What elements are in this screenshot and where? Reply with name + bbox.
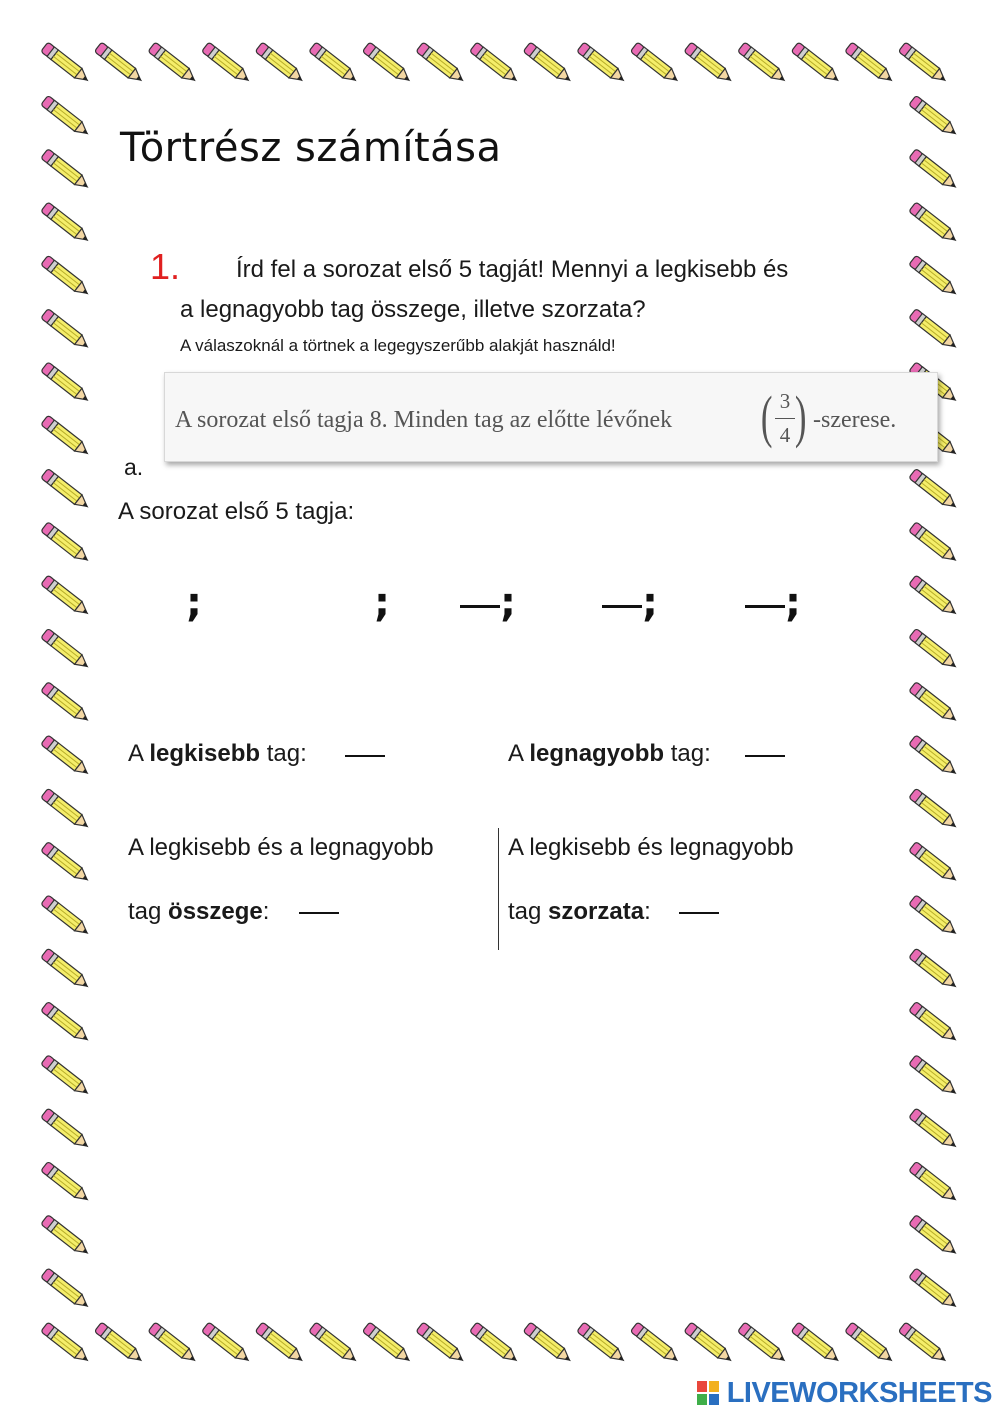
pencil-border-icon (845, 1322, 897, 1366)
pencil-border-icon (362, 42, 414, 86)
pencil-border-icon (41, 309, 93, 353)
column-divider (498, 828, 499, 950)
pencil-border-icon (523, 42, 575, 86)
fraction-numerator: 3 (779, 389, 791, 413)
pencil-border-icon (41, 95, 93, 139)
pencil-border-icon (41, 1268, 93, 1312)
largest-term-answer-line (745, 755, 785, 757)
term-separator-5: ; (785, 580, 801, 626)
pencil-border-icon (845, 42, 897, 86)
pencil-border-icon (41, 628, 93, 672)
terms-label: A sorozat első 5 tagja: (118, 498, 355, 525)
problem-suffix: -szerese. (813, 407, 897, 433)
pencil-border-icon (148, 42, 200, 86)
product-label-line-1: A legkisebb és legnagyobb (508, 834, 794, 861)
pencil-border-icon (909, 468, 961, 512)
pencil-border-icon (41, 1322, 93, 1366)
pencil-border-icon (909, 788, 961, 832)
pencil-border-icon (630, 1322, 682, 1366)
pencil-border-icon (41, 1108, 93, 1152)
right-paren-icon: ) (794, 384, 807, 449)
largest-term-label: A legnagyobb tag: (508, 740, 711, 767)
pencil-border-icon (41, 362, 93, 406)
pencil-border-icon (41, 682, 93, 726)
pencil-border-icon (94, 1322, 146, 1366)
question-number: 1. (150, 246, 181, 287)
pencil-border-icon (791, 1322, 843, 1366)
pencil-border-icon (909, 202, 961, 246)
pencil-border-icon (94, 42, 146, 86)
pencil-border-icon (255, 1322, 307, 1366)
term-5-fraction-bar (745, 605, 785, 608)
term-separator-2: ; (374, 580, 390, 626)
pencil-border-icon (577, 1322, 629, 1366)
pencil-border-icon (41, 522, 93, 566)
pencil-border-icon (470, 42, 522, 86)
problem-text: A sorozat első tagja 8. Minden tag az előtte lévőnek (175, 407, 673, 433)
sum-label-line-2: tag összege: (128, 898, 270, 925)
pencil-border-icon (41, 1055, 93, 1099)
problem-statement-image (164, 372, 938, 462)
pencil-border-icon (909, 842, 961, 886)
pencil-border-icon (909, 1108, 961, 1152)
pencil-border-icon (41, 788, 93, 832)
pencil-border-icon (255, 42, 307, 86)
pencil-border-icon (41, 735, 93, 779)
question-line-2: a legnagyobb tag összege, illetve szorzata? (180, 296, 646, 323)
fraction-denominator: 4 (779, 423, 791, 447)
term-3-fraction-bar (460, 605, 500, 608)
pencil-border-icon (577, 42, 629, 86)
term-separator-4: ; (642, 580, 658, 626)
pencil-border-icon (791, 42, 843, 86)
pencil-border-icon (470, 1322, 522, 1366)
page-title: Törtrész számítása (120, 125, 502, 171)
term-separator-1: ; (186, 580, 202, 626)
question-note: A válaszoknál a törtnek a legegyszerűbb alakját használd! (180, 336, 616, 355)
pencil-border-icon (202, 42, 254, 86)
pencil-border-icon (416, 42, 468, 86)
pencil-border-icon (909, 1001, 961, 1045)
pencil-border-icon (909, 948, 961, 992)
pencil-border-icon (41, 1215, 93, 1259)
pencil-border-icon (909, 682, 961, 726)
question-line-1: Írd fel a sorozat első 5 tagját! Mennyi a legkisebb és (236, 256, 789, 283)
pencil-border-icon (41, 415, 93, 459)
pencil-border-icon (630, 42, 682, 86)
pencil-border-icon (684, 42, 736, 86)
product-answer-line (679, 912, 719, 914)
pencil-border-icon (41, 1161, 93, 1205)
pencil-border-icon (362, 1322, 414, 1366)
term-4-fraction-bar (602, 605, 642, 608)
part-label: a. (124, 454, 144, 480)
pencil-border-icon (898, 42, 950, 86)
pencil-border-icon (309, 42, 361, 86)
sum-label-line-1: A legkisebb és a legnagyobb (128, 834, 434, 861)
pencil-border-icon (41, 42, 93, 86)
fraction (760, 384, 809, 451)
pencil-border-icon (41, 149, 93, 193)
pencil-border-icon (41, 842, 93, 886)
pencil-border-icon (41, 1001, 93, 1045)
smallest-term-answer-line (345, 755, 385, 757)
pencil-border-icon (416, 1322, 468, 1366)
pencil-border-icon (909, 255, 961, 299)
pencil-border-icon (684, 1322, 736, 1366)
pencil-border-icon (738, 42, 790, 86)
pencil-border-icon (41, 895, 93, 939)
pencil-border-icon (41, 468, 93, 512)
liveworksheets-logo-icon (697, 1381, 719, 1405)
smallest-term-label: A legkisebb tag: (128, 740, 307, 767)
pencil-border-icon (41, 202, 93, 246)
pencil-border-icon (909, 309, 961, 353)
fraction-bar (775, 418, 795, 419)
pencil-border-icon (898, 1322, 950, 1366)
pencil-border-icon (909, 735, 961, 779)
pencil-border-icon (148, 1322, 200, 1366)
pencil-border-icon (41, 948, 93, 992)
pencil-border-icon (909, 1055, 961, 1099)
pencil-border-icon (909, 95, 961, 139)
pencil-border-icon (41, 575, 93, 619)
pencil-border-icon (909, 575, 961, 619)
pencil-border-icon (738, 1322, 790, 1366)
term-separator-3: ; (500, 580, 516, 626)
pencil-border-icon (909, 149, 961, 193)
pencil-border-icon (202, 1322, 254, 1366)
left-paren-icon: ( (760, 384, 773, 449)
product-label-line-2: tag szorzata: (508, 898, 651, 925)
pencil-border-icon (909, 1161, 961, 1205)
pencil-border-icon (523, 1322, 575, 1366)
pencil-border-icon (909, 1215, 961, 1259)
brand-name: LIVEWORKSHEETS (726, 1377, 992, 1409)
pencil-border-icon (909, 522, 961, 566)
pencil-border-icon (909, 895, 961, 939)
pencil-border-icon (909, 628, 961, 672)
pencil-border-icon (309, 1322, 361, 1366)
pencil-border-icon (41, 255, 93, 299)
pencil-border-icon (909, 1268, 961, 1312)
sum-answer-line (299, 912, 339, 914)
